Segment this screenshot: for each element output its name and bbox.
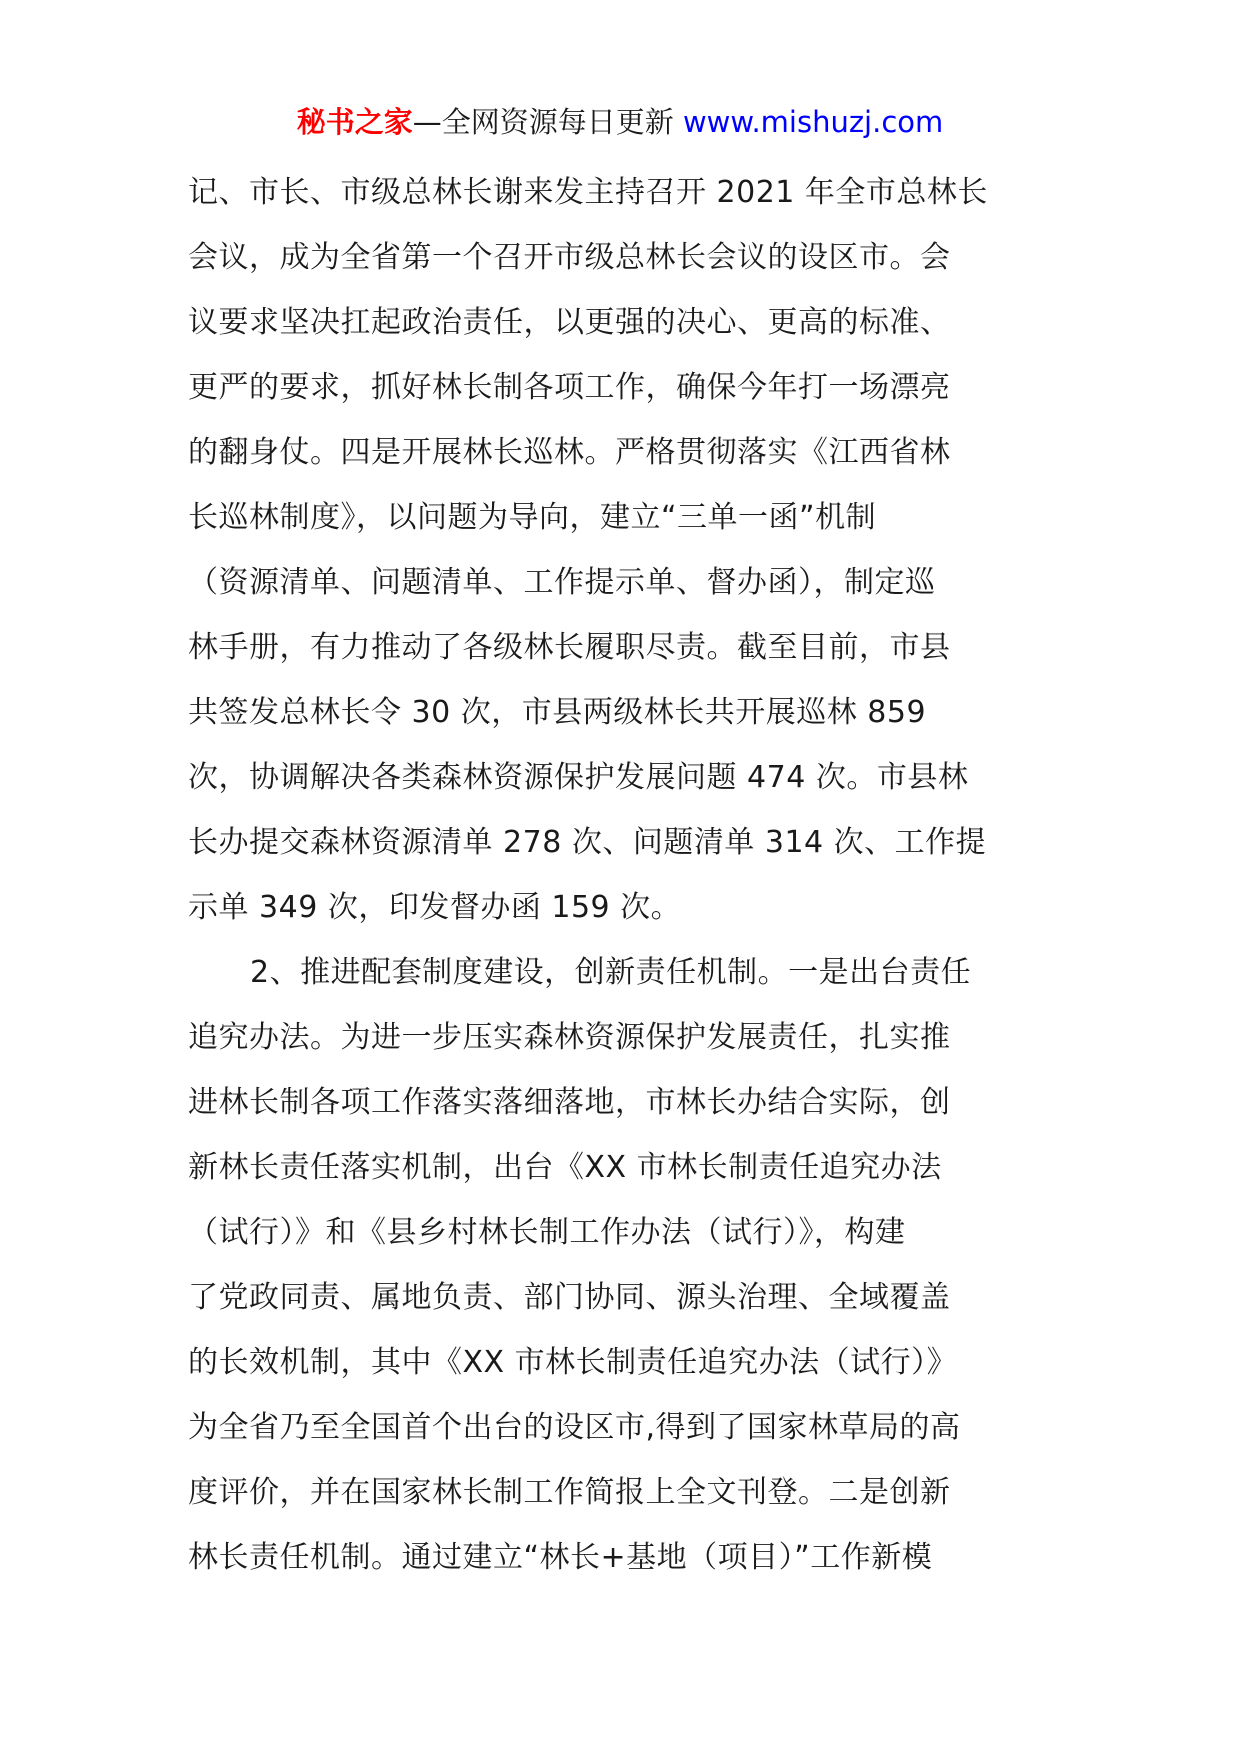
text-line: 新林长责任落实机制，出台《XX 市林长制责任追究办法 xyxy=(188,1150,942,1185)
text-line: 了党政同责、属地负责、部门协同、源头治理、全域覆盖 xyxy=(188,1280,951,1315)
document-body xyxy=(188,160,1068,1590)
paragraph-start-line: 2、推进配套制度建设，创新责任机制。一是出台责任 xyxy=(250,955,972,990)
text-line: 追究办法。为进一步压实森林资源保护发展责任，扎实推 xyxy=(188,1020,951,1055)
text-line: （资源清单、问题清单、工作提示单、督办函），制定巡 xyxy=(188,565,936,600)
header-url-link[interactable]: www.mishuzj.com xyxy=(682,105,944,139)
text-line: 议要求坚决扛起政治责任，以更强的决心、更高的标准、 xyxy=(188,305,951,340)
text-line: 长巡林制度》，以问题为导向，建立“三单一函”机制 xyxy=(188,500,877,535)
text-line: 共签发总林长令 30 次，市县两级林长共开展巡林 859 xyxy=(188,695,927,730)
text-line: 的翻身仗。四是开展林长巡林。严格贯彻落实《江西省林 xyxy=(188,435,951,470)
text-line: 林长责任机制。通过建立“林长+基地（项目）”工作新模 xyxy=(188,1540,933,1575)
text-line: 林手册，有力推动了各级林长履职尽责。截至目前，市县 xyxy=(188,630,951,665)
header-tagline: —全网资源每日更新 xyxy=(412,105,674,139)
text-line: 更严的要求，抓好林长制各项工作，确保今年打一场漂亮 xyxy=(188,370,951,405)
page-header xyxy=(0,100,1240,144)
text-line: 记、市长、市级总林长谢来发主持召开 2021 年全市总林长 xyxy=(188,175,988,210)
header-brand: 秘书之家 xyxy=(296,105,413,139)
text-line: 长办提交森林资源清单 278 次、问题清单 314 次、工作提 xyxy=(188,825,987,860)
text-line: 示单 349 次，印发督办函 159 次。 xyxy=(188,890,682,925)
text-line: （试行）》和《县乡村林长制工作办法（试行）》，构建 xyxy=(188,1215,906,1250)
text-line: 为全省乃至全国首个出台的设区市,得到了国家林草局的高 xyxy=(188,1410,961,1445)
text-line: 次，协调解决各类森林资源保护发展问题 474 次。市县林 xyxy=(188,760,969,795)
text-line: 度评价，并在国家林长制工作简报上全文刊登。二是创新 xyxy=(188,1475,951,1510)
text-line: 会议，成为全省第一个召开市级总林长会议的设区市。会 xyxy=(188,240,951,275)
text-line: 进林长制各项工作落实落细落地，市林长办结合实际，创 xyxy=(188,1085,951,1120)
text-line: 的长效机制，其中《XX 市林长制责任追究办法（试行）》 xyxy=(188,1345,958,1380)
